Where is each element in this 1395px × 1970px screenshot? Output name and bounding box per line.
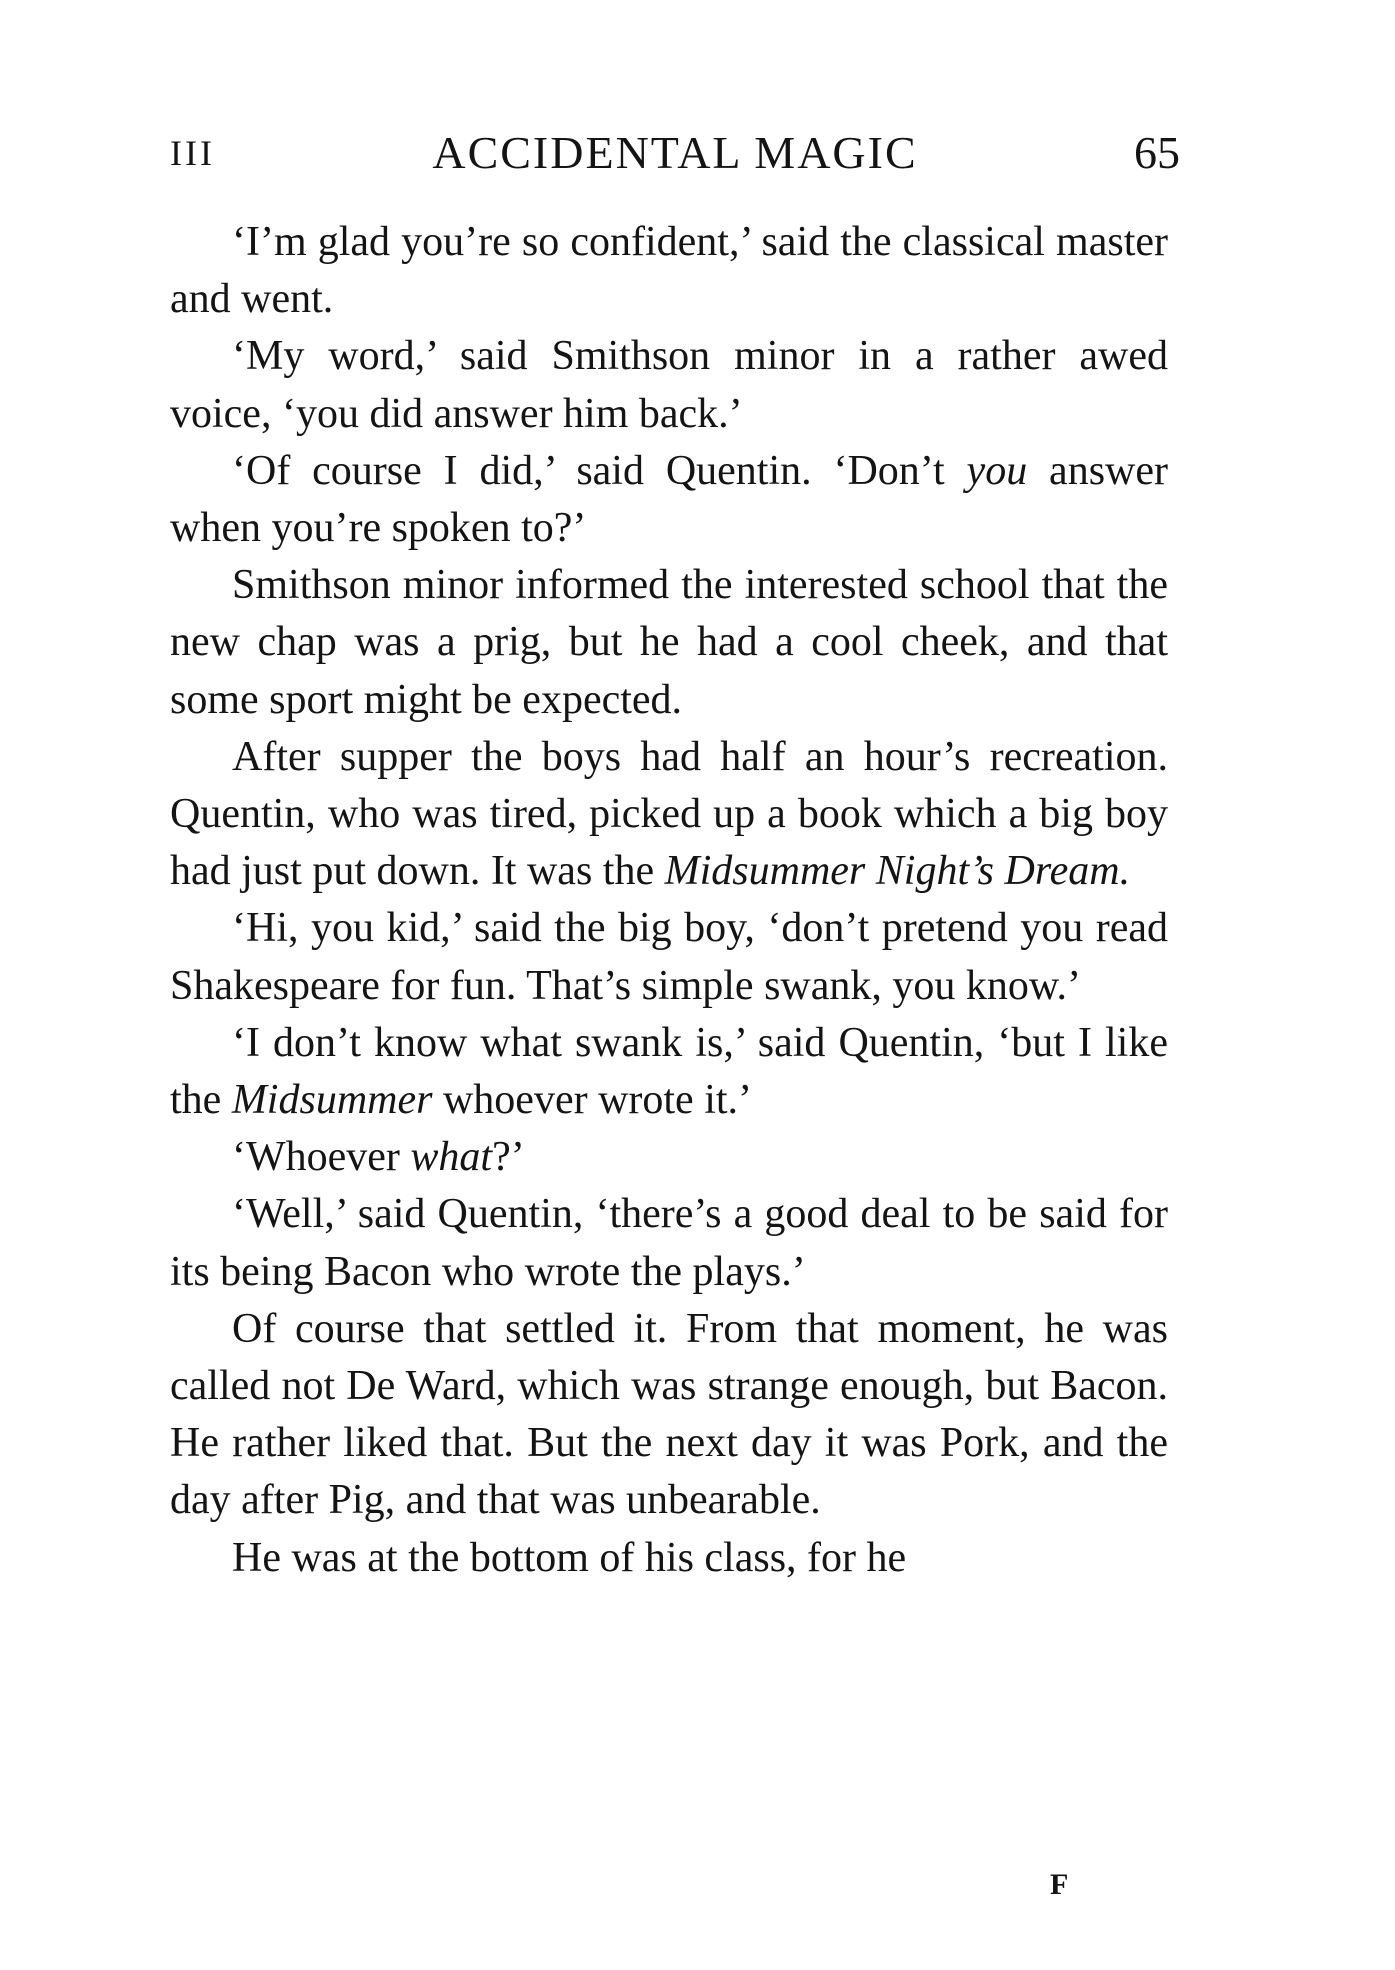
text-run: After supper the boys had half an hour’s recreation. Quentin, who was tired, picked up a book which a big boy had just put down. It was the xyxy=(170,733,1168,895)
text-run: ‘Well,’ said Quentin, ‘there’s a good deal to be said for its being Bacon who wrote the plays.’ xyxy=(170,1191,1168,1295)
running-header xyxy=(170,118,1180,188)
paragraph xyxy=(170,1530,1168,1587)
paragraph xyxy=(170,443,1168,557)
body-text xyxy=(170,214,1168,1587)
paragraph xyxy=(170,328,1168,442)
text-run: whoever wrote it.’ xyxy=(432,1077,753,1124)
signature-mark: F xyxy=(1050,1868,1069,1901)
text-run: ?’ xyxy=(492,1134,525,1181)
text-run: He was at the bottom of his class, for he xyxy=(232,1534,907,1581)
text-run: ‘Whoever xyxy=(232,1134,411,1181)
italic-text-run: Midsummer Night’s Dream. xyxy=(664,848,1131,895)
text-run: answer when you’re spoken to?’ xyxy=(170,447,1168,552)
chapter-number: III xyxy=(170,133,215,173)
italic-text-run: you xyxy=(966,447,1028,494)
paragraph xyxy=(170,900,1168,1014)
text-run: ‘Hi, you kid,’ said the big boy, ‘don’t pretend you read Shakespeare for fun. That’s simple swank, you know.’ xyxy=(170,905,1168,1009)
text-run: ‘My word,’ said Smithson minor in a rather awed voice, ‘you did answer him back.’ xyxy=(170,333,1168,437)
text-run: Smithson minor informed the interested school that the new chap was a prig, but he had a cool cheek, and that some sport might be expected. xyxy=(170,562,1168,723)
text-run: Of course that settled it. From that moment, he was called not De Ward, which was strange enough, but Bacon. He rather liked that. But the next day it was Pork, and the day after Pig, and that was unbearable. xyxy=(170,1305,1168,1524)
paragraph xyxy=(170,557,1168,729)
italic-text-run: Midsummer xyxy=(231,1077,433,1124)
paragraph xyxy=(170,1129,1168,1186)
italic-text-run: what xyxy=(410,1134,493,1181)
page-number: 65 xyxy=(1134,127,1180,178)
text-run: ‘I don’t know what swank is,’ said Quentin, ‘but I like the xyxy=(170,1019,1168,1124)
paragraph xyxy=(170,214,1168,328)
text-run: ‘I’m glad you’re so confident,’ said the classical master and went. xyxy=(170,219,1168,323)
running-title: ACCIDENTAL MAGIC xyxy=(432,127,918,178)
paragraph xyxy=(170,1186,1168,1300)
paragraph xyxy=(170,1015,1168,1129)
text-run: ‘Of course I did,’ said Quentin. ‘Don’t xyxy=(232,447,967,494)
paragraph xyxy=(170,1301,1168,1530)
paragraph xyxy=(170,729,1168,901)
